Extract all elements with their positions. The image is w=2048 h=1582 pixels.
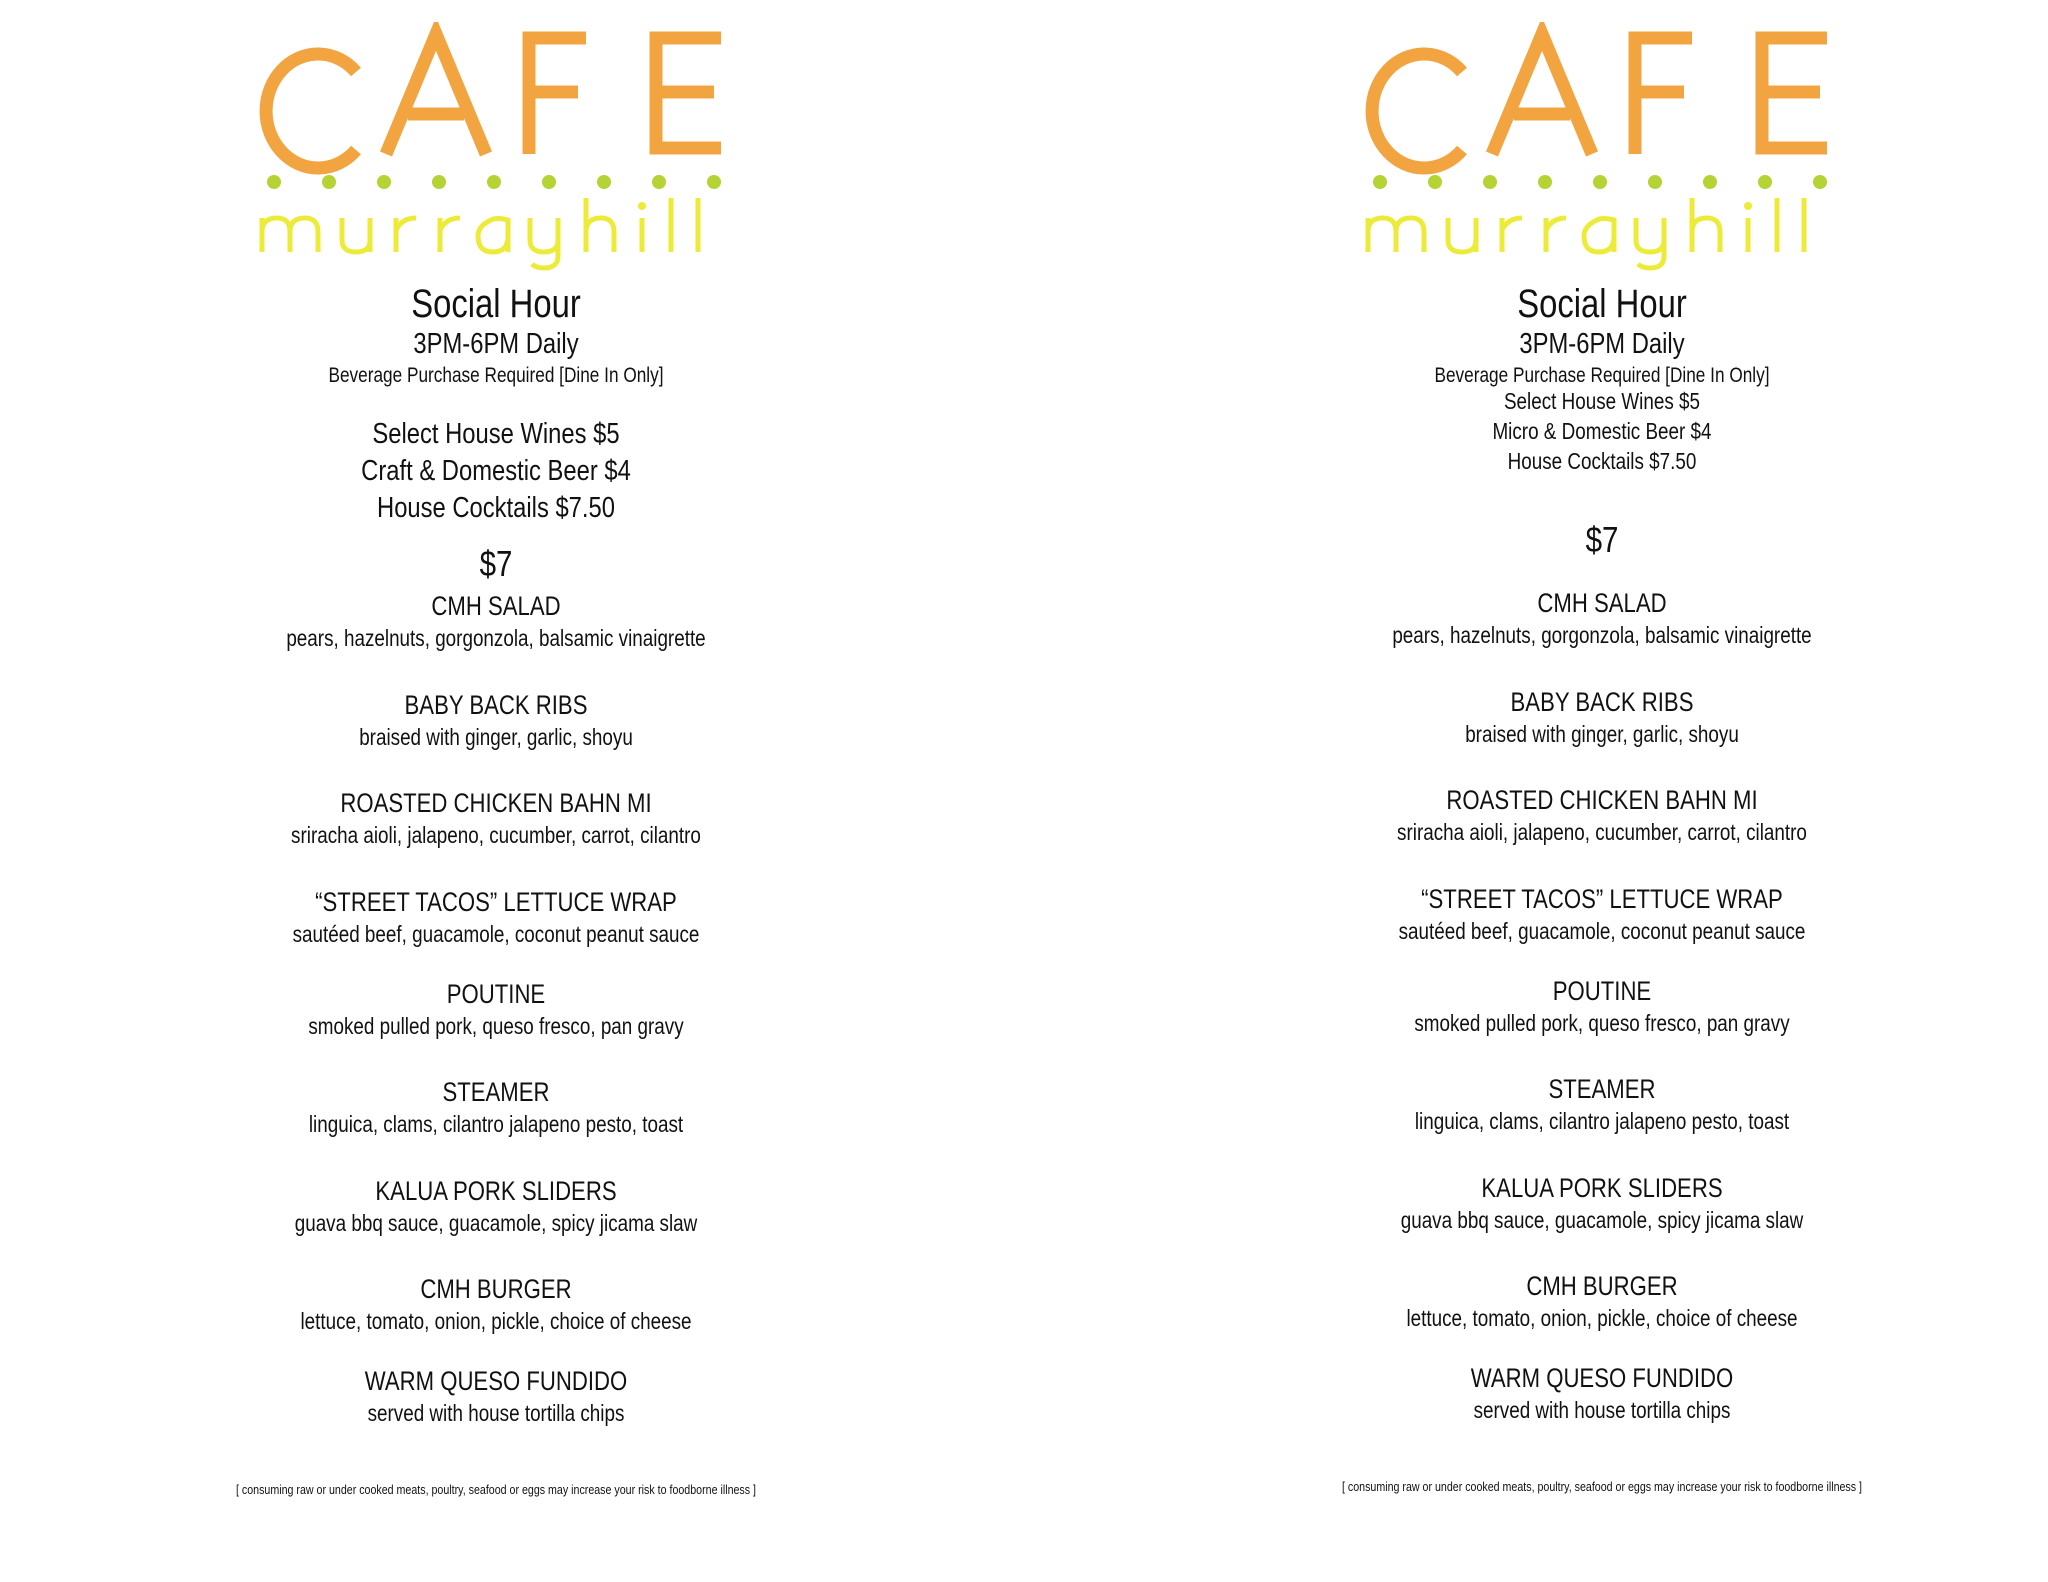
menu-left xyxy=(146,0,846,1582)
menu-item-name: ROASTED CHICKEN BAHN MI xyxy=(340,788,652,818)
page-title: Social Hour xyxy=(411,282,581,326)
menu-item xyxy=(1252,686,1952,785)
menu-item-description: guava bbq sauce, guacamole, spicy jicama slaw xyxy=(1400,1206,1804,1233)
logo-dots xyxy=(267,175,721,189)
menu-item xyxy=(1252,1362,1952,1426)
menu-item-description: linguica, clams, cilantro jalapeno pesto, toast xyxy=(1414,1108,1790,1134)
menu-item xyxy=(146,978,846,1077)
food-items-list xyxy=(1252,587,1952,1426)
menu-item-name: CMH BURGER xyxy=(420,1274,572,1304)
menu-item-description: braised with ginger, garlic, shoyu xyxy=(1465,720,1739,747)
drink-item: Craft & Domestic Beer $4 xyxy=(361,455,631,487)
menu-item xyxy=(1252,784,1952,883)
hours-text: 3PM-6PM Daily xyxy=(1519,328,1685,360)
menu-item-name: WARM QUESO FUNDIDO xyxy=(1470,1363,1734,1393)
page-title: Social Hour xyxy=(1517,282,1687,326)
menu-item-name: WARM QUESO FUNDIDO xyxy=(364,1366,628,1396)
menu-item-description: smoked pulled pork, queso fresco, pan gravy xyxy=(1414,1009,1790,1036)
menu-item-name: “STREET TACOS” LETTUCE WRAP xyxy=(315,886,677,917)
health-disclaimer: [ consuming raw or under cooked meats, poultry, seafood or eggs may increase your risk to foodborne illness ] xyxy=(1341,1479,1863,1494)
logo-graphic xyxy=(1362,22,1842,272)
menu-item-description: served with house tortilla chips xyxy=(367,1400,625,1426)
menu-item-name: ROASTED CHICKEN BAHN MI xyxy=(1446,785,1758,815)
logo-i-dot xyxy=(1744,202,1752,210)
menu-item xyxy=(146,886,846,978)
menu-item xyxy=(146,590,846,689)
menu-right xyxy=(1252,0,1952,1582)
logo-letter-e xyxy=(656,38,721,148)
logo-letter-f xyxy=(1635,38,1692,154)
menu-item-description: lettuce, tomato, onion, pickle, choice of cheese xyxy=(1406,1305,1798,1331)
menu-item-description: sriracha aioli, jalapeno, cucumber, carrot, cilantro xyxy=(1397,819,1807,845)
drinks-list xyxy=(146,416,846,527)
menu-item-description: sriracha aioli, jalapeno, cucumber, carrot, cilantro xyxy=(291,822,701,848)
menu-item xyxy=(1252,1172,1952,1271)
logo-letter-a xyxy=(1492,34,1592,154)
menu-item-name: BABY BACK RIBS xyxy=(404,689,588,720)
menu-item-description: linguica, clams, cilantro jalapeno pesto, toast xyxy=(308,1111,684,1137)
menu-item xyxy=(1252,587,1952,686)
food-price: $7 xyxy=(1585,519,1619,560)
menu-item xyxy=(1252,883,1952,975)
menu-item xyxy=(146,787,846,886)
logo-graphic xyxy=(256,22,736,272)
logo-letter-e xyxy=(1762,38,1827,148)
menu-item-description: guava bbq sauce, guacamole, spicy jicama slaw xyxy=(294,1209,698,1236)
menu-item-description: smoked pulled pork, queso fresco, pan gravy xyxy=(308,1012,684,1039)
logo-letter-c xyxy=(266,54,356,168)
logo-letter-f xyxy=(529,38,586,154)
menu-item-name: POUTINE xyxy=(446,978,546,1009)
dine-in-note: Beverage Purchase Required [Dine In Only] xyxy=(1434,364,1770,387)
drink-item: Select House Wines $5 xyxy=(372,418,620,450)
menu-item-name: CMH BURGER xyxy=(1526,1271,1678,1301)
menu-item-name: POUTINE xyxy=(1552,975,1652,1006)
menu-item-description: lettuce, tomato, onion, pickle, choice of cheese xyxy=(300,1308,692,1334)
menu-item xyxy=(1252,975,1952,1074)
menu-item xyxy=(146,1175,846,1274)
menu-item xyxy=(1252,1270,1952,1362)
logo-murrayhill xyxy=(262,198,698,268)
menu-item xyxy=(1252,1073,1952,1172)
drink-item: Micro & Domestic Beer $4 xyxy=(1492,418,1712,444)
menu-header xyxy=(1252,282,1952,390)
menu-item-description: sautéed beef, guacamole, coconut peanut sauce xyxy=(292,920,700,947)
hours-text: 3PM-6PM Daily xyxy=(413,328,579,360)
menu-item-description: served with house tortilla chips xyxy=(1473,1397,1731,1423)
menu-item xyxy=(146,1273,846,1365)
menu-item-name: KALUA PORK SLIDERS xyxy=(1481,1172,1723,1203)
menu-item xyxy=(146,1365,846,1429)
food-price: $7 xyxy=(479,543,513,584)
menu-item-name: STEAMER xyxy=(442,1077,550,1107)
menu-item xyxy=(146,689,846,788)
menu-item-name: BABY BACK RIBS xyxy=(1510,686,1694,717)
logo-i-dot xyxy=(638,202,646,210)
menu-item-description: braised with ginger, garlic, shoyu xyxy=(359,723,633,750)
drinks-list xyxy=(1252,386,1952,476)
cafe-murrayhill-logo xyxy=(146,22,846,272)
health-disclaimer: [ consuming raw or under cooked meats, poultry, seafood or eggs may increase your risk to foodborne illness ] xyxy=(235,1482,757,1497)
menu-item-name: CMH SALAD xyxy=(431,591,561,621)
menu-item-name: KALUA PORK SLIDERS xyxy=(375,1175,617,1206)
menu-header xyxy=(146,282,846,390)
menu-item-description: sautéed beef, guacamole, coconut peanut sauce xyxy=(1398,917,1806,944)
menu-item xyxy=(146,1076,846,1175)
logo-dots xyxy=(1373,175,1827,189)
menu-item-name: “STREET TACOS” LETTUCE WRAP xyxy=(1421,883,1783,914)
dine-in-note: Beverage Purchase Required [Dine In Only] xyxy=(328,364,664,387)
menu-item-description: pears, hazelnuts, gorgonzola, balsamic vinaigrette xyxy=(1392,622,1812,648)
drink-item: House Cocktails $7.50 xyxy=(377,492,615,524)
menu-item-name: CMH SALAD xyxy=(1537,588,1667,618)
cafe-murrayhill-logo xyxy=(1252,22,1952,272)
food-items-list xyxy=(146,590,846,1429)
logo-murrayhill xyxy=(1368,198,1804,268)
drink-item: Select House Wines $5 xyxy=(1503,388,1701,414)
drink-item: House Cocktails $7.50 xyxy=(1507,448,1697,474)
menu-item-name: STEAMER xyxy=(1548,1074,1656,1104)
menu-item-description: pears, hazelnuts, gorgonzola, balsamic vinaigrette xyxy=(286,625,706,651)
logo-letter-c xyxy=(1372,54,1462,168)
logo-letter-a xyxy=(386,34,486,154)
